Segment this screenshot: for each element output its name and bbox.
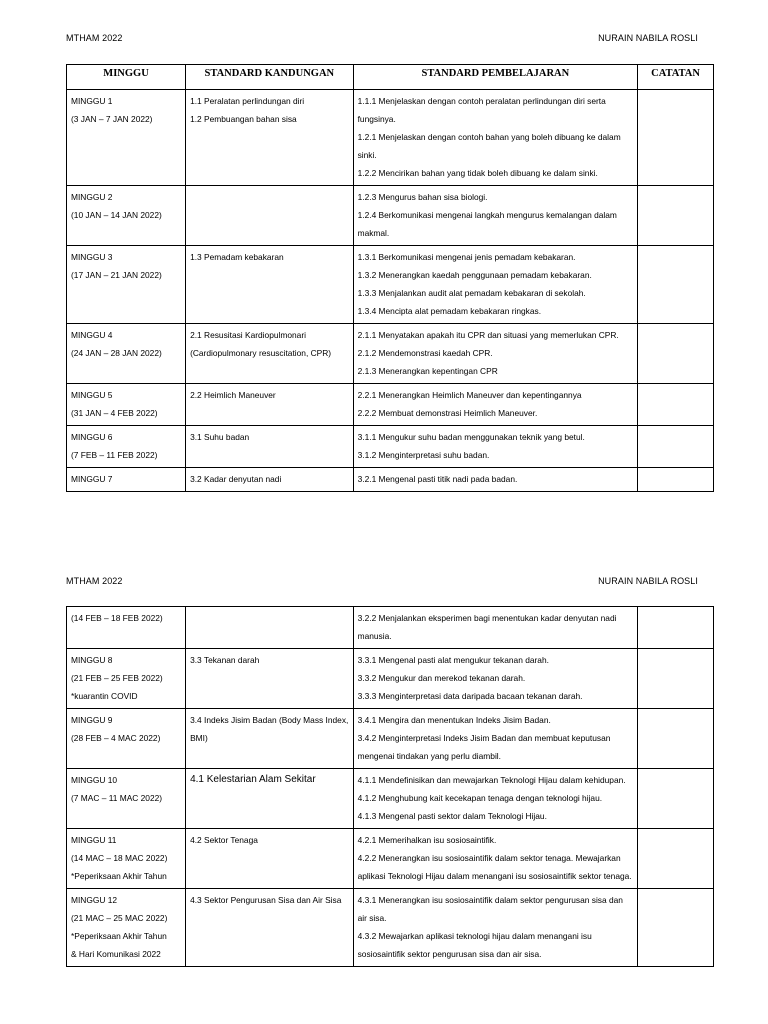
- week-line: (3 JAN – 7 JAN 2022): [71, 114, 153, 124]
- week-line: MINGGU 1: [71, 96, 113, 106]
- week-line: MINGGU 5: [71, 390, 113, 400]
- week-line: MINGGU 7: [71, 474, 113, 484]
- week-line: MINGGU 10: [71, 775, 118, 785]
- week-line: MINGGU 2: [71, 192, 113, 202]
- week-line: (17 JAN – 21 JAN 2022): [71, 270, 162, 280]
- week-line: MINGGU 9: [71, 715, 113, 725]
- pembelajaran-item: 1.1.1 Menjelaskan dengan contoh peralatan perlindungan diri serta fungsinya.: [357, 96, 606, 124]
- header-course-code: MTHAM 2022: [66, 576, 123, 586]
- pembelajaran-item: 2.1.2 Mendemonstrasi kaedah CPR.: [357, 348, 493, 358]
- cell-standard-pembelajaran: [353, 90, 638, 186]
- kandungan-item: 1.3 Pemadam kebakaran: [190, 252, 284, 262]
- week-line: MINGGU 12: [71, 895, 118, 905]
- table-row: [67, 90, 714, 186]
- pembelajaran-item: 3.2.2 Menjalankan eksperimen bagi menentukan kadar denyutan nadi manusia.: [357, 613, 617, 641]
- pembelajaran-item: 4.3.1 Menerangkan isu sosiosaintifik dalam sektor pengurusan sisa dan air sisa.: [357, 895, 623, 923]
- cell-minggu: [67, 90, 186, 186]
- table-row: [67, 769, 714, 829]
- cell-minggu: [67, 649, 186, 709]
- kandungan-item: 2.2 Heimlich Maneuver: [190, 390, 276, 400]
- cell-catatan: [638, 607, 714, 649]
- pembelajaran-item: 1.3.3 Menjalankan audit alat pemadam kebakaran di sekolah.: [357, 288, 586, 298]
- week-line: (28 FEB – 4 MAC 2022): [71, 733, 161, 743]
- cell-minggu: [67, 324, 186, 384]
- cell-standard-pembelajaran: [353, 246, 638, 324]
- cell-catatan: [638, 889, 714, 967]
- pembelajaran-item: 4.1.2 Menghubung kait kecekapan tenaga dengan teknologi hijau.: [357, 793, 603, 803]
- week-line: MINGGU 6: [71, 432, 113, 442]
- pembelajaran-item: 3.1.2 Menginterpretasi suhu badan.: [357, 450, 490, 460]
- cell-minggu: [67, 607, 186, 649]
- pembelajaran-item: 1.3.2 Menerangkan kaedah penggunaan pemadam kebakaran.: [357, 270, 592, 280]
- pembelajaran-item: 1.3.1 Berkomunikasi mengenai jenis pemadam kebakaran.: [357, 252, 576, 262]
- cell-minggu: [67, 468, 186, 492]
- cell-standard-kandungan: [186, 426, 354, 468]
- cell-standard-pembelajaran: [353, 769, 638, 829]
- cell-standard-pembelajaran: [353, 649, 638, 709]
- cell-minggu: [67, 186, 186, 246]
- kandungan-item: 4.2 Sektor Tenaga: [190, 835, 258, 845]
- week-line: *kuarantin COVID: [71, 691, 138, 701]
- week-line: *Peperiksaan Akhir Tahun: [71, 931, 167, 941]
- cell-standard-kandungan: [186, 829, 354, 889]
- week-line: & Hari Komunikasi 2022: [71, 949, 161, 959]
- week-line: (24 JAN – 28 JAN 2022): [71, 348, 162, 358]
- cell-catatan: [638, 468, 714, 492]
- pembelajaran-item: 2.2.1 Menerangkan Heimlich Maneuver dan kepentingannya: [357, 390, 582, 400]
- table-row: [67, 324, 714, 384]
- cell-minggu: [67, 769, 186, 829]
- header-author-name: NURAIN NABILA ROSLI: [598, 576, 698, 586]
- cell-standard-pembelajaran: [353, 607, 638, 649]
- kandungan-item: 1.1 Peralatan perlindungan diri: [190, 96, 305, 106]
- pembelajaran-item: 1.2.4 Berkomunikasi mengenai langkah mengurus kemalangan dalam makmal.: [357, 210, 617, 238]
- cell-catatan: [638, 769, 714, 829]
- week-line: *Peperiksaan Akhir Tahun: [71, 871, 167, 881]
- kandungan-item: 1.2 Pembuangan bahan sisa: [190, 114, 297, 124]
- cell-catatan: [638, 829, 714, 889]
- column-header-standard-kandungan: STANDARD KANDUNGAN: [186, 65, 354, 90]
- table-header-row: [67, 65, 714, 90]
- cell-standard-kandungan: [186, 607, 354, 649]
- cell-catatan: [638, 709, 714, 769]
- table-row: [67, 889, 714, 967]
- cell-standard-kandungan: [186, 468, 354, 492]
- cell-standard-kandungan: [186, 186, 354, 246]
- week-line: (14 MAC – 18 MAC 2022): [71, 853, 168, 863]
- pembelajaran-item: 3.3.3 Menginterpretasi data daripada bacaan tekanan darah.: [357, 691, 583, 701]
- week-line: (31 JAN – 4 FEB 2022): [71, 408, 158, 418]
- cell-standard-pembelajaran: [353, 889, 638, 967]
- cell-catatan: [638, 324, 714, 384]
- week-line: (7 FEB – 11 FEB 2022): [71, 450, 158, 460]
- week-line: MINGGU 8: [71, 655, 113, 665]
- pembelajaran-item: 4.2.2 Menerangkan isu sosiosaintifik dalam sektor tenaga. Mewajarkan aplikasi Teknologi Hijau dalam menangani isu sosiosaintifik sektor tenaga.: [357, 853, 632, 881]
- column-header-catatan: CATATAN: [638, 65, 714, 90]
- lesson-plan-table-page-2: [66, 606, 714, 967]
- lesson-plan-table-page-1: [66, 64, 714, 492]
- kandungan-item: 3.4 Indeks Jisim Badan (Body Mass Index, BMI): [190, 715, 349, 743]
- cell-standard-pembelajaran: [353, 468, 638, 492]
- cell-standard-pembelajaran: [353, 186, 638, 246]
- cell-standard-kandungan: [186, 90, 354, 186]
- cell-minggu: [67, 246, 186, 324]
- pembelajaran-item: 4.1.3 Mengenal pasti sektor dalam Teknologi Hijau.: [357, 811, 547, 821]
- week-line: (14 FEB – 18 FEB 2022): [71, 613, 163, 623]
- table-row: [67, 384, 714, 426]
- cell-standard-pembelajaran: [353, 324, 638, 384]
- document-page-2: [0, 520, 768, 1024]
- week-line: MINGGU 4: [71, 330, 113, 340]
- column-header-minggu: MINGGU: [67, 65, 186, 90]
- cell-catatan: [638, 649, 714, 709]
- kandungan-item: 3.2 Kadar denyutan nadi: [190, 474, 282, 484]
- cell-standard-pembelajaran: [353, 384, 638, 426]
- cell-standard-kandungan: [186, 324, 354, 384]
- pembelajaran-item: 2.2.2 Membuat demonstrasi Heimlich Maneuver.: [357, 408, 538, 418]
- cell-standard-pembelajaran: [353, 426, 638, 468]
- table-row: [67, 649, 714, 709]
- pembelajaran-item: 3.4.1 Mengira dan menentukan Indeks Jisim Badan.: [357, 715, 551, 725]
- pembelajaran-item: 4.3.2 Mewajarkan aplikasi teknologi hijau dalam menangani isu sosiosaintifik sektor pengurusan sisa dan air sisa.: [357, 931, 592, 959]
- cell-standard-kandungan: [186, 709, 354, 769]
- cell-minggu: [67, 709, 186, 769]
- cell-catatan: [638, 426, 714, 468]
- pembelajaran-item: 3.1.1 Mengukur suhu badan menggunakan teknik yang betul.: [357, 432, 585, 442]
- pembelajaran-item: 2.1.3 Menerangkan kepentingan CPR: [357, 366, 498, 376]
- pembelajaran-item: 3.4.2 Menginterpretasi Indeks Jisim Badan dan membuat keputusan mengenai tindakan yang perlu diambil.: [357, 733, 611, 761]
- week-line: (21 FEB – 25 FEB 2022): [71, 673, 163, 683]
- cell-standard-pembelajaran: [353, 829, 638, 889]
- cell-minggu: [67, 889, 186, 967]
- pembelajaran-item: 4.2.1 Memerihalkan isu sosiosaintifik.: [357, 835, 497, 845]
- cell-standard-kandungan: [186, 649, 354, 709]
- cell-minggu: [67, 829, 186, 889]
- week-line: MINGGU 11: [71, 835, 117, 845]
- header-course-code: MTHAM 2022: [66, 33, 123, 43]
- cell-standard-kandungan: [186, 246, 354, 324]
- pembelajaran-item: 3.3.1 Mengenal pasti alat mengukur tekanan darah.: [357, 655, 549, 665]
- cell-minggu: [67, 426, 186, 468]
- pembelajaran-item: 1.2.1 Menjelaskan dengan contoh bahan yang boleh dibuang ke dalam sinki.: [357, 132, 621, 160]
- table-row: [67, 709, 714, 769]
- kandungan-item: 3.3 Tekanan darah: [190, 655, 260, 665]
- week-line: (21 MAC – 25 MAC 2022): [71, 913, 168, 923]
- kandungan-item: 4.1 Kelestarian Alam Sekitar: [190, 774, 316, 785]
- column-header-standard-pembelajaran: STANDARD PEMBELAJARAN: [353, 65, 638, 90]
- week-line: (7 MAC – 11 MAC 2022): [71, 793, 163, 803]
- cell-standard-kandungan: [186, 889, 354, 967]
- kandungan-item: 3.1 Suhu badan: [190, 432, 250, 442]
- pembelajaran-item: 4.1.1 Mendefinisikan dan mewajarkan Teknologi Hijau dalam kehidupan.: [357, 775, 626, 785]
- pembelajaran-item: 1.2.2 Mencirikan bahan yang tidak boleh dibuang ke dalam sinki.: [357, 168, 598, 178]
- cell-standard-kandungan: [186, 769, 354, 829]
- kandungan-item: 2.1 Resusitasi Kardiopulmonari (Cardiopulmonary resuscitation, CPR): [190, 330, 332, 358]
- cell-catatan: [638, 246, 714, 324]
- cell-catatan: [638, 90, 714, 186]
- cell-minggu: [67, 384, 186, 426]
- cell-standard-pembelajaran: [353, 709, 638, 769]
- kandungan-item: 4.3 Sektor Pengurusan Sisa dan Air Sisa: [190, 895, 342, 905]
- table-row: [67, 246, 714, 324]
- week-line: (10 JAN – 14 JAN 2022): [71, 210, 162, 220]
- week-line: MINGGU 3: [71, 252, 113, 262]
- pembelajaran-item: 2.1.1 Menyatakan apakah itu CPR dan situasi yang memerlukan CPR.: [357, 330, 619, 340]
- cell-standard-kandungan: [186, 384, 354, 426]
- table-row: [67, 426, 714, 468]
- header-author-name: NURAIN NABILA ROSLI: [598, 33, 698, 43]
- pembelajaran-item: 3.2.1 Mengenal pasti titik nadi pada badan.: [357, 474, 518, 484]
- table-row: [67, 468, 714, 492]
- cell-catatan: [638, 384, 714, 426]
- table-row: [67, 607, 714, 649]
- pembelajaran-item: 3.3.2 Mengukur dan merekod tekanan darah.: [357, 673, 526, 683]
- table-row: [67, 186, 714, 246]
- table-row: [67, 829, 714, 889]
- pembelajaran-item: 1.2.3 Mengurus bahan sisa biologi.: [357, 192, 488, 202]
- cell-catatan: [638, 186, 714, 246]
- pembelajaran-item: 1.3.4 Mencipta alat pemadam kebakaran ringkas.: [357, 306, 542, 316]
